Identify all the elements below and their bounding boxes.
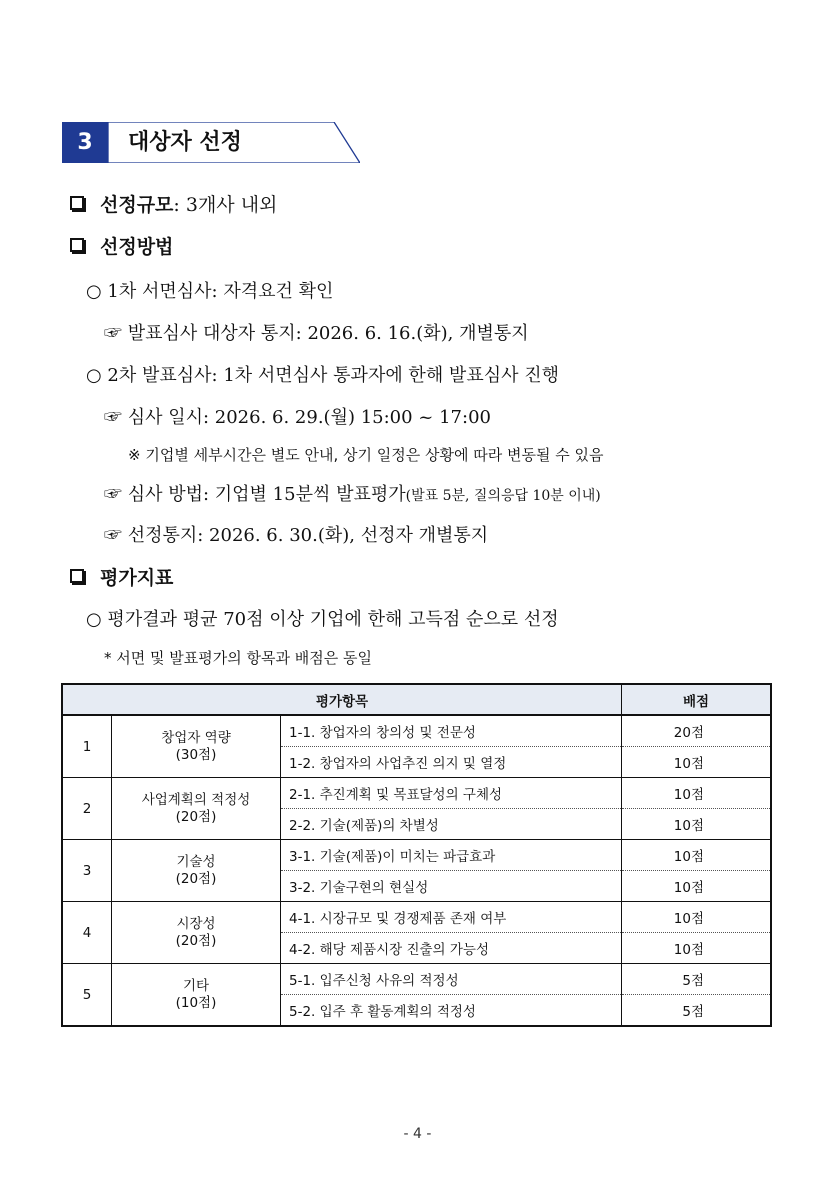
evaluation-heading xyxy=(100,563,173,590)
table-header-row xyxy=(62,684,771,715)
group-number: 4 xyxy=(62,902,112,964)
table-row xyxy=(62,715,771,747)
category-points: (10점) xyxy=(175,994,217,1011)
category-name: 기술성 xyxy=(176,853,216,870)
item-score: 10점 xyxy=(622,871,772,902)
method-step2-method-detail: (발표 5분, 질의응답 10분 이내) xyxy=(405,488,601,504)
method-step2-date: ☞ 심사 일시: 2026. 6. 29.(월) 15:00 ~ 17:00 xyxy=(104,407,491,428)
item-score: 10점 xyxy=(622,809,772,840)
item-text: 3-2. 기술구현의 현실성 xyxy=(281,871,622,902)
group-category xyxy=(112,778,281,840)
selection-method-heading xyxy=(100,232,173,259)
item-text: 1-1. 창업자의 창의성 및 전문성 xyxy=(281,715,622,747)
item-text: 2-1. 추진계획 및 목표달성의 구체성 xyxy=(281,778,622,809)
group-number: 2 xyxy=(62,778,112,840)
checkbox-bullet-icon xyxy=(70,196,84,210)
item-text: 3-1. 기술(제품)이 미치는 파급효과 xyxy=(281,840,622,871)
category-name: 시장성 xyxy=(176,915,216,932)
item-score: 20점 xyxy=(622,715,772,747)
item-score: 10점 xyxy=(622,933,772,964)
category-points: (30점) xyxy=(175,746,217,763)
category-name: 사업계획의 적정성 xyxy=(141,791,251,808)
selection-scale-text: : 3개사 내외 xyxy=(173,194,278,216)
evaluation-table xyxy=(61,683,772,1027)
method-step1: ○ 1차 서면심사: 자격요건 확인 xyxy=(86,281,334,302)
group-category xyxy=(112,964,281,1027)
table-row xyxy=(62,778,771,809)
section-title: 대상자 선정 xyxy=(128,130,242,155)
header-score: 배점 xyxy=(622,684,772,715)
selection-scale-label: 선정규모 xyxy=(100,194,174,216)
group-category xyxy=(112,902,281,964)
category-name: 창업자 역량 xyxy=(161,729,231,746)
item-text: 5-1. 입주신청 사유의 적정성 xyxy=(281,964,622,995)
group-number: 3 xyxy=(62,840,112,902)
group-number: 5 xyxy=(62,964,112,1027)
item-score: 10점 xyxy=(622,778,772,809)
group-category xyxy=(112,840,281,902)
method-step2-method-text: ☞ 심사 방법: 기업별 15분씩 발표평가 xyxy=(104,484,406,505)
category-points: (20점) xyxy=(175,932,217,949)
item-text: 4-1. 시장규모 및 경쟁제품 존재 여부 xyxy=(281,902,622,933)
category-points: (20점) xyxy=(175,870,217,887)
item-text: 5-2. 입주 후 활동계획의 적정성 xyxy=(281,995,622,1027)
method-step2: ○ 2차 발표심사: 1차 서면심사 통과자에 한해 발표심사 진행 xyxy=(86,365,559,386)
method-step1-notice: ☞ 발표심사 대상자 통지: 2026. 6. 16.(화), 개별통지 xyxy=(104,323,529,344)
item-text: 1-2. 창업자의 사업추진 의지 및 열정 xyxy=(281,747,622,778)
category-points: (20점) xyxy=(175,808,217,825)
method-step2-note: ※ 기업별 세부시간은 별도 안내, 상기 일정은 상황에 따라 변동될 수 있음 xyxy=(128,446,604,464)
item-score: 10점 xyxy=(622,902,772,933)
page-number: - 4 - xyxy=(403,1126,432,1142)
evaluation-criteria: ○ 평가결과 평균 70점 이상 기업에 한해 고득점 순으로 선정 xyxy=(86,609,559,630)
method-step2-result: ☞ 선정통지: 2026. 6. 30.(화), 선정자 개별통지 xyxy=(104,525,489,546)
table-row xyxy=(62,902,771,933)
evaluation-label: 평가지표 xyxy=(100,567,174,589)
method-step2-method xyxy=(104,480,601,506)
group-number: 1 xyxy=(62,715,112,778)
item-score: 5점 xyxy=(622,964,772,995)
section-number: 3 xyxy=(77,130,93,155)
item-score: 10점 xyxy=(622,840,772,871)
table-row xyxy=(62,840,771,871)
evaluation-note: * 서면 및 발표평가의 항목과 배점은 동일 xyxy=(104,649,372,667)
selection-method-label: 선정방법 xyxy=(100,236,174,258)
group-category xyxy=(112,715,281,778)
item-score: 10점 xyxy=(622,747,772,778)
checkbox-bullet-icon xyxy=(70,238,84,252)
selection-scale xyxy=(100,190,277,217)
header-item: 평가항목 xyxy=(62,684,622,715)
item-text: 2-2. 기술(제품)의 차별성 xyxy=(281,809,622,840)
table-row xyxy=(62,964,771,995)
checkbox-bullet-icon xyxy=(70,569,84,583)
item-score: 5점 xyxy=(622,995,772,1027)
category-name: 기타 xyxy=(182,977,210,994)
item-text: 4-2. 해당 제품시장 진출의 가능성 xyxy=(281,933,622,964)
